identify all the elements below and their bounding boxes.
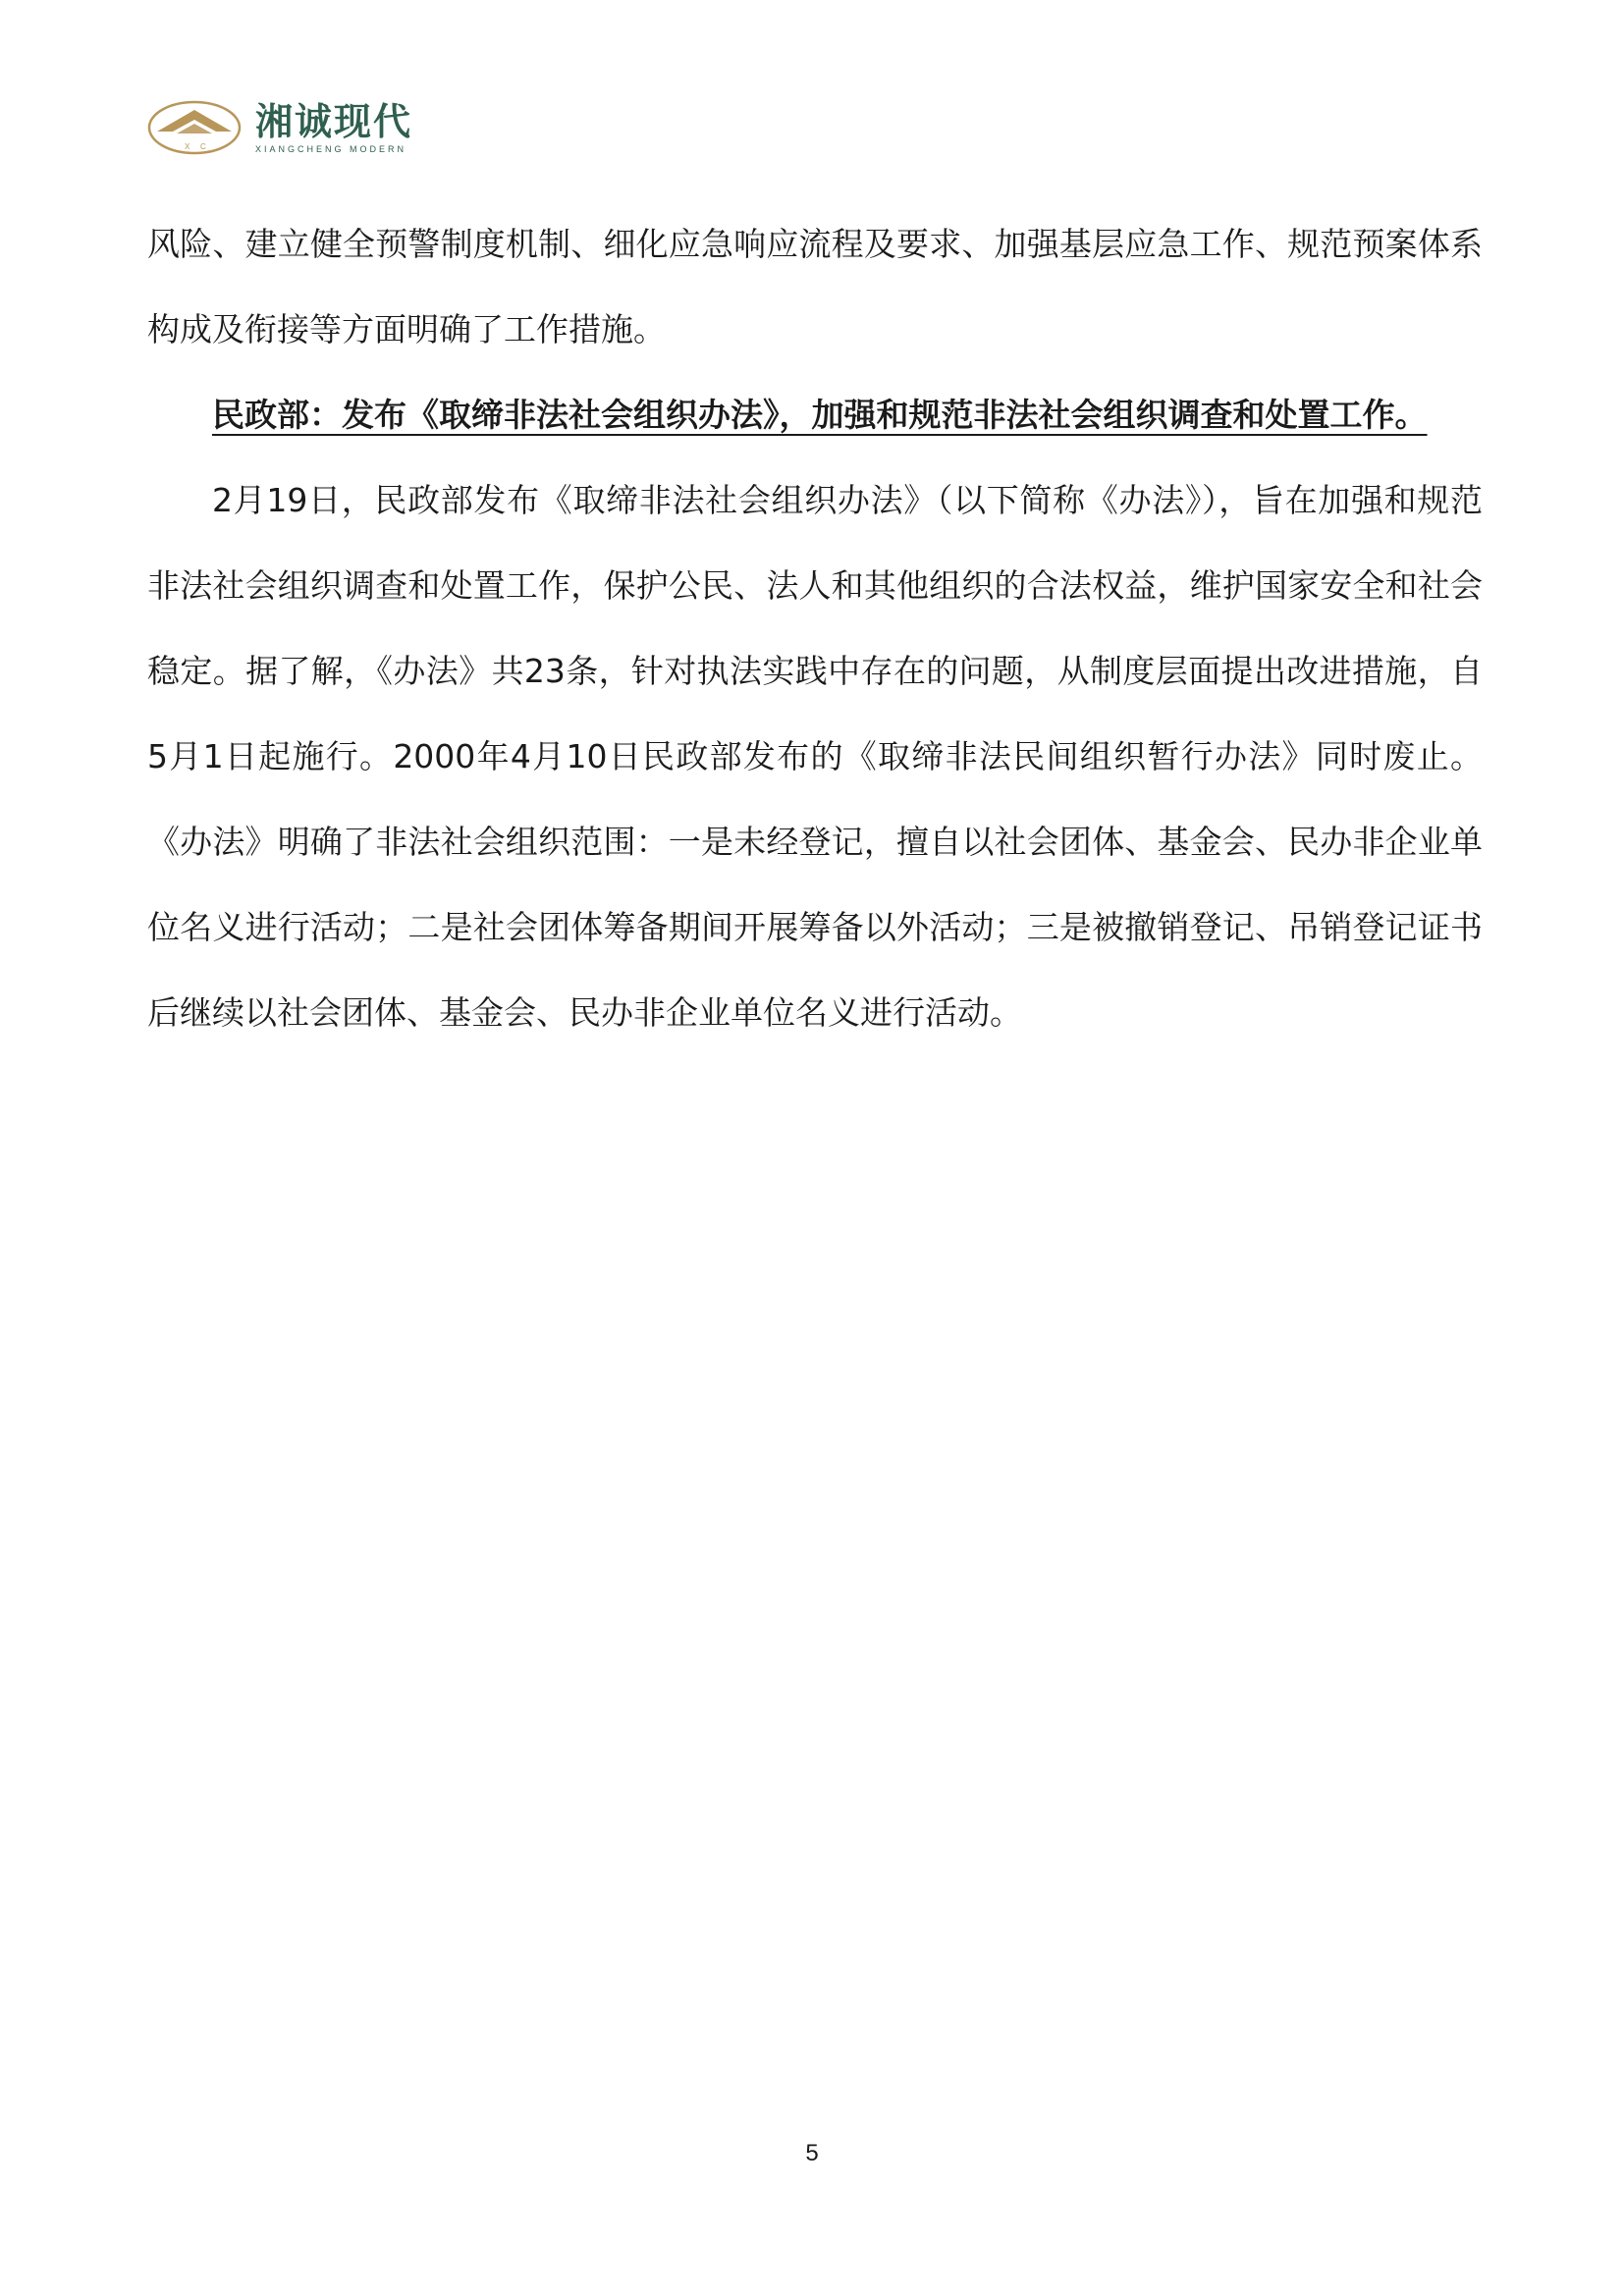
section-heading-text: 民政部：发布《取缔非法社会组织办法》，加强和规范非法社会组织调查和处置工作。 xyxy=(212,396,1428,434)
company-name-cn: 湘诚现代 xyxy=(255,100,413,143)
page-number: 5 xyxy=(805,2140,819,2166)
company-name-en: XIANGCHENG MODERN xyxy=(255,144,407,154)
document-body xyxy=(147,201,1483,1055)
company-logo-mark-icon xyxy=(147,98,242,157)
svg-text:C: C xyxy=(200,142,206,151)
company-logo xyxy=(147,93,412,162)
company-logo-text xyxy=(255,101,412,154)
section-heading xyxy=(147,372,1483,457)
svg-text:X: X xyxy=(185,142,190,151)
paragraph-body: 2月19日，民政部发布《取缔非法社会组织办法》（以下简称《办法》），旨在加强和规范非法社会组织调查和处置工作，保护公民、法人和其他组织的合法权益，维护国家安全和社会稳定。据了解，《办法》共23条，针对执法实践中存在的问题，从制度层面提出改进措施，自5月1日起施行。2000年4月10日民政部发布的《取缔非法民间组织暂行办法》同时废止。《办法》明确了非法社会组织范围：一是未经登记，擅自以社会团体、基金会、民办非企业单位名义进行活动；二是社会团体筹备期间开展筹备以外活动；三是被撤销登记、吊销登记证书后继续以社会团体、基金会、民办非企业单位名义进行活动。 xyxy=(147,481,1483,1032)
paragraph-continuation: 风险、建立健全预警制度机制、细化应急响应流程及要求、加强基层应急工作、规范预案体系构成及衔接等方面明确了工作措施。 xyxy=(147,225,1483,348)
